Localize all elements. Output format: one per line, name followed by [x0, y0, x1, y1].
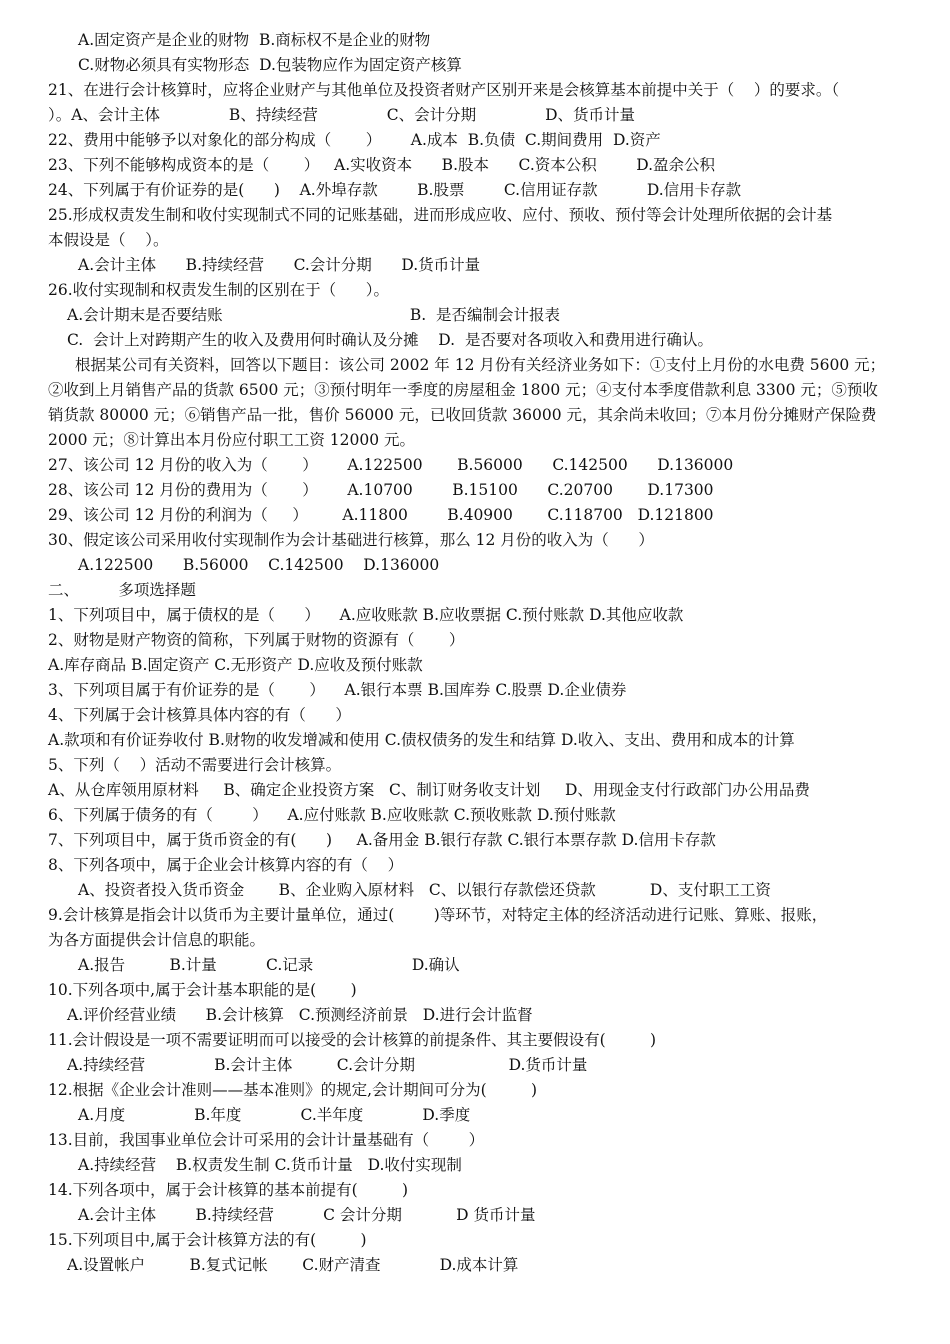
text-line: 9.会计核算是指会计以货币为主要计量单位，通过( )等环节，对特定主体的经济活动进行记账、算账、报账， — [48, 906, 828, 924]
text-line: A.评价经营业绩 B.会计核算 C.预测经济前景 D.进行会计监督 — [67, 1006, 533, 1024]
text-line: A.122500 B.56000 C.142500 D.136000 — [78, 556, 440, 574]
text-line: 1、下列项目中，属于债权的是（ ） A.应收账款 B.应收票据 C.预付账款 D.其他应收款 — [48, 606, 684, 624]
text-line: A.会计期末是否要结账 B. 是否编制会计报表 — [67, 306, 561, 324]
text-line: 28、该公司 12 月份的费用为（ ） A.10700 B.15100 C.20700 D.17300 — [48, 481, 714, 499]
text-line: 21、在进行会计核算时，应将企业财产与其他单位及投资者财产区别开来是会核算基本前提中关于（ ）的要求。（ — [48, 81, 840, 99]
text-line: A.固定资产是企业的财物 B.商标权不是企业的财物 — [78, 31, 431, 49]
text-line: ）。A、会计主体 B、持续经营 C、会计分期 D、货币计量 — [48, 106, 636, 124]
text-line: 29、该公司 12 月份的利润为（ ） A.11800 B.40900 C.118700 D.121800 — [48, 506, 714, 524]
text-line: 25.形成权责发生制和收付实现制式不同的记账基础，进而形成应收、应付、预收、预付等会计处理所依据的会计基 — [48, 206, 833, 224]
text-line: 7、下列项目中，属于货币资金的有( ) A.备用金 B.银行存款 C.银行本票存款 D.信用卡存款 — [48, 831, 716, 849]
text-line: 二、 多项选择题 — [48, 581, 196, 599]
text-line: 10.下列各项中,属于会计基本职能的是( ) — [48, 981, 357, 999]
text-line: 15.下列项目中,属于会计核算方法的有( ) — [48, 1231, 367, 1249]
text-line: 根据某公司有关资料，回答以下题目：该公司 2002 年 12 月份有关经济业务如下：①支付上月份的水电费 5600 元； — [75, 356, 886, 374]
text-line: 24、下列属于有价证券的是( ) A.外埠存款 B.股票 C.信用证存款 D.信用卡存款 — [48, 181, 742, 199]
text-line: 22、费用中能够予以对象化的部分构成（ ） A.成本 B.负债 C.期间费用 D.资产 — [48, 131, 661, 149]
text-line: 11.会计假设是一项不需要证明而可以接受的会计核算的前提条件、其主要假设有( ) — [48, 1031, 657, 1049]
text-line: ②收到上月销售产品的货款 6500 元；③预付明年一季度的房屋租金 1800 元；④支付本季度借款利息 3300 元；⑤预收 — [48, 381, 878, 399]
text-line: 12.根据《企业会计准则——基本准则》的规定,会计期间可分为( ) — [48, 1081, 538, 1099]
text-line: 30、假定该公司采用收付实现制作为会计基础进行核算，那么 12 月份的收入为（ ） — [48, 531, 654, 549]
text-line: 26.收付实现制和权责发生制的区别在于（ ）。 — [48, 281, 389, 299]
text-line: 8、下列各项中，属于企业会计核算内容的有（ ） — [48, 856, 404, 874]
text-line: 27、该公司 12 月份的收入为（ ） A.122500 B.56000 C.142500 D.136000 — [48, 456, 734, 474]
text-line: A.持续经营 B.权责发生制 C.货币计量 D.收付实现制 — [78, 1156, 462, 1174]
text-line: 2、财物是财产物资的简称，下列属于财物的资源有（ ） — [48, 631, 465, 649]
text-line: 为各方面提供会计信息的职能。 — [48, 931, 266, 949]
text-line: 4、下列属于会计核算具体内容的有（ ） — [48, 706, 351, 724]
text-line: A.库存商品 B.固定资产 C.无形资产 D.应收及预付账款 — [48, 656, 423, 674]
text-line: 13.目前，我国事业单位会计可采用的会计计量基础有（ ） — [48, 1131, 485, 1149]
text-line: 23、下列不能够构成资本的是（ ） A.实收资本 B.股本 C.资本公积 D.盈余公积 — [48, 156, 716, 174]
text-line: C. 会计上对跨期产生的收入及费用何时确认及分摊 D. 是否要对各项收入和费用进行确认。 — [67, 331, 713, 349]
text-line: A.月度 B.年度 C.半年度 D.季度 — [78, 1106, 471, 1124]
text-line: 3、下列项目属于有价证券的是（ ） A.银行本票 B.国库券 C.股票 D.企业债券 — [48, 681, 627, 699]
text-line: 14.下列各项中，属于会计核算的基本前提有( ) — [48, 1181, 409, 1199]
text-line: A.设置帐户 B.复式记帐 C.财产清查 D.成本计算 — [67, 1256, 519, 1274]
text-line: A.会计主体 B.持续经营 C 会计分期 D 货币计量 — [78, 1206, 536, 1224]
text-line: 销货款 80000 元；⑥销售产品一批，售价 56000 元，已收回货款 36000 元，其余尚未收回；⑦本月份分摊财产保险费 — [48, 406, 877, 424]
text-line: A、投资者投入货币资金 B、企业购入原材料 C、以银行存款偿还贷款 D、支付职工工资 — [78, 881, 771, 899]
text-line: 5、下列（ ）活动不需要进行会计核算。 — [48, 756, 342, 774]
text-line: A.款项和有价证券收付 B.财物的收发增减和使用 C.债权债务的发生和结算 D.收入、支出、费用和成本的计算 — [48, 731, 795, 749]
text-line: 2000 元；⑧计算出本月份应付职工工资 12000 元。 — [48, 431, 416, 449]
text-line: A.会计主体 B.持续经营 C.会计分期 D.货币计量 — [78, 256, 481, 274]
text-line: C.财物必须具有实物形态 D.包装物应作为固定资产核算 — [78, 56, 462, 74]
text-line: A.报告 B.计量 C.记录 D.确认 — [78, 956, 460, 974]
text-line: 本假设是（ ）。 — [48, 231, 169, 249]
text-line: 6、下列属于债务的有（ ） A.应付账款 B.应收账款 C.预收账款 D.预付账款 — [48, 806, 616, 824]
text-line: A.持续经营 B.会计主体 C.会计分期 D.货币计量 — [67, 1056, 588, 1074]
text-line: A、从仓库领用原材料 B、确定企业投资方案 C、制订财务收支计划 D、用现金支付行政部门办公用品费 — [48, 781, 810, 799]
